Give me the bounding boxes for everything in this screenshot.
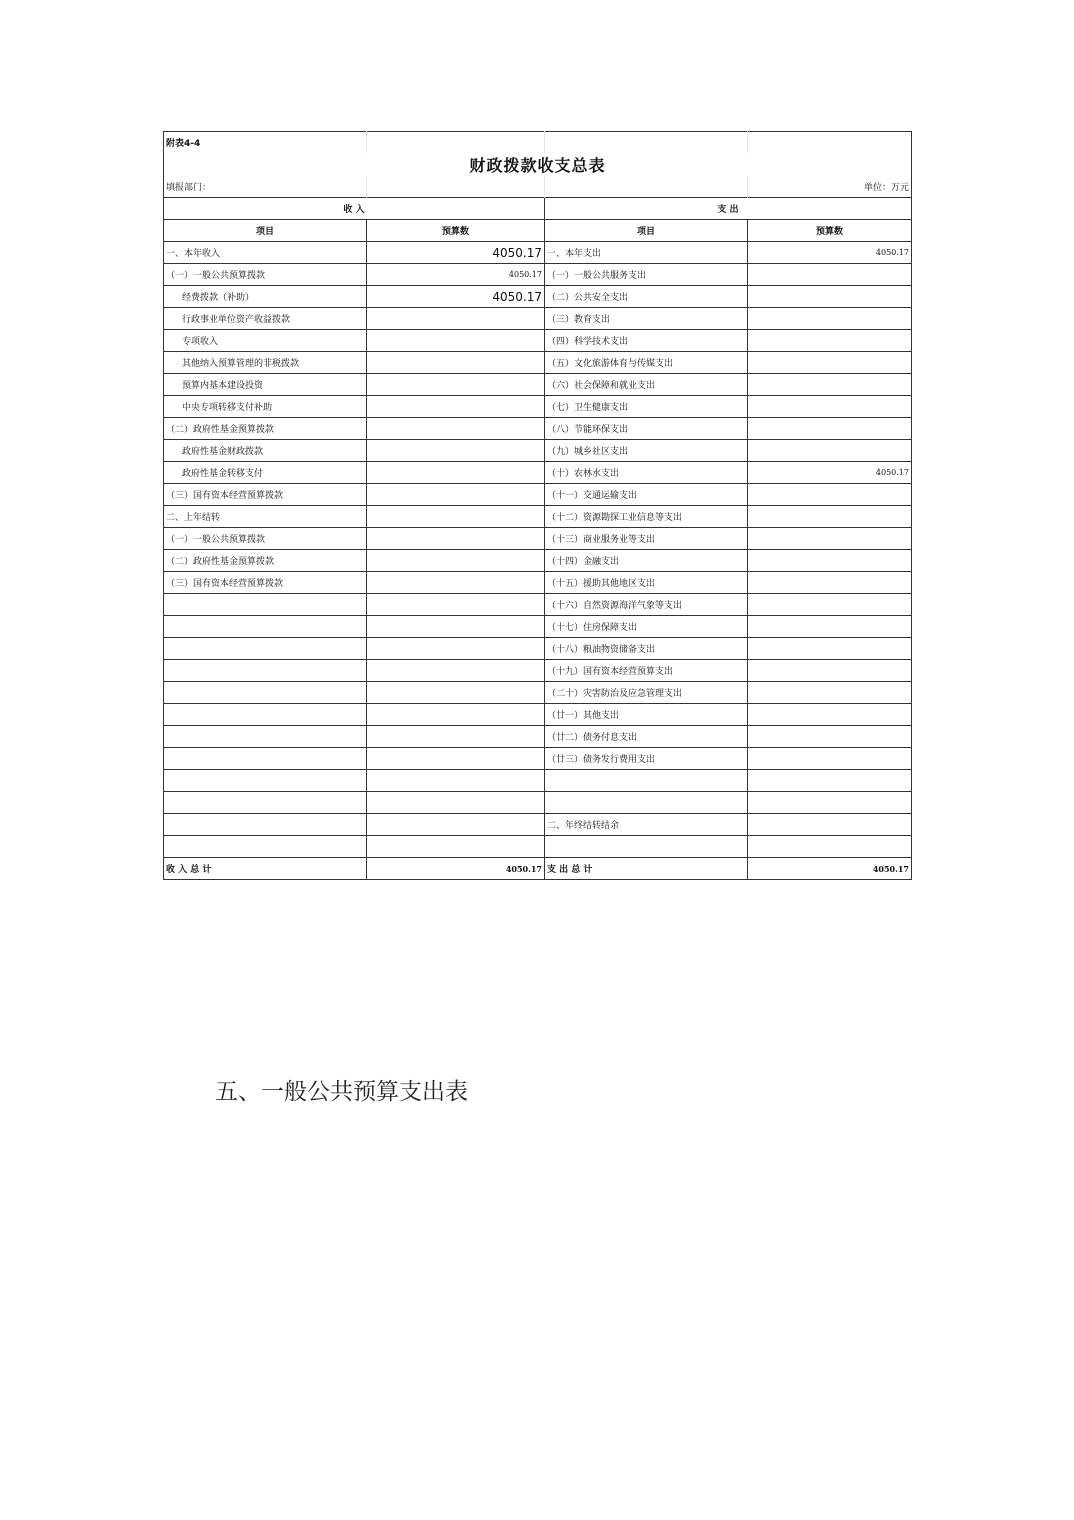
expense-item: （二）公共安全支出 — [545, 286, 748, 308]
expense-budget — [748, 704, 912, 726]
table-row — [164, 660, 912, 682]
table-row — [164, 462, 912, 484]
income-item: （二）政府性基金预算拨款 — [164, 418, 367, 440]
income-budget — [367, 506, 545, 528]
expense-budget — [748, 330, 912, 352]
expense-item: （八）节能环保支出 — [545, 418, 748, 440]
expense-item: （十六）自然资源海洋气象等支出 — [545, 594, 748, 616]
expense-item: （七）卫生健康支出 — [545, 396, 748, 418]
expense-item: （六）社会保障和就业支出 — [545, 374, 748, 396]
dept-row — [164, 176, 912, 198]
expense-item: （十七）住房保障支出 — [545, 616, 748, 638]
table-row — [164, 374, 912, 396]
income-budget — [367, 462, 545, 484]
expense-budget — [748, 660, 912, 682]
table-row — [164, 286, 912, 308]
income-item — [164, 836, 367, 858]
expense-budget — [748, 616, 912, 638]
income-item — [164, 660, 367, 682]
income-budget — [367, 572, 545, 594]
section-heading: 五、一般公共预算支出表 — [215, 1079, 468, 1105]
income-item — [164, 638, 367, 660]
table-row — [164, 308, 912, 330]
income-item: 专项收入 — [164, 330, 367, 352]
fiscal-appropriation-table — [163, 131, 912, 880]
income-item: （三）国有资本经营预算拨款 — [164, 484, 367, 506]
income-item: （一）一般公共预算拨款 — [164, 264, 367, 286]
table-row — [164, 242, 912, 264]
expense-item: （九）城乡社区支出 — [545, 440, 748, 462]
total-row — [164, 858, 912, 880]
income-item: 政府性基金财政拨款 — [164, 440, 367, 462]
expense-budget — [748, 264, 912, 286]
income-item — [164, 682, 367, 704]
table-row — [164, 770, 912, 792]
expense-budget — [748, 286, 912, 308]
table-row — [164, 418, 912, 440]
income-budget — [367, 352, 545, 374]
income-budget — [367, 638, 545, 660]
income-budget — [367, 682, 545, 704]
income-budget — [367, 726, 545, 748]
total-income-value: 4050.17 — [367, 858, 545, 880]
income-budget — [367, 660, 545, 682]
section-header-row — [164, 198, 912, 220]
income-item: （二）政府性基金预算拨款 — [164, 550, 367, 572]
total-expense-value: 4050.17 — [748, 858, 912, 880]
expense-budget — [748, 770, 912, 792]
table-row — [164, 594, 912, 616]
table-row — [164, 616, 912, 638]
expense-budget: 4050.17 — [748, 462, 912, 484]
expense-budget — [748, 792, 912, 814]
table-row — [164, 704, 912, 726]
expense-budget — [748, 726, 912, 748]
expense-budget — [748, 572, 912, 594]
table-row — [164, 528, 912, 550]
expense-budget — [748, 748, 912, 770]
column-header-row — [164, 220, 912, 242]
expense-budget — [748, 814, 912, 836]
income-item: （一）一般公共预算拨款 — [164, 528, 367, 550]
income-budget — [367, 770, 545, 792]
col-item-income: 项目 — [164, 220, 367, 242]
expense-item: （十二）资源勘探工业信息等支出 — [545, 506, 748, 528]
income-item — [164, 616, 367, 638]
table-row — [164, 330, 912, 352]
expense-item: （十一）交通运输支出 — [545, 484, 748, 506]
income-budget: 4050.17 — [367, 264, 545, 286]
income-budget — [367, 550, 545, 572]
expense-item: （廿三）债务发行费用支出 — [545, 748, 748, 770]
table-row — [164, 638, 912, 660]
expense-item: （廿一）其他支出 — [545, 704, 748, 726]
expense-item: （十八）粮油物资储备支出 — [545, 638, 748, 660]
expense-item: （四）科学技术支出 — [545, 330, 748, 352]
income-budget: 4050.17 — [367, 242, 545, 264]
table-row — [164, 792, 912, 814]
unit-label: 单位：万元 — [748, 176, 912, 198]
expense-budget — [748, 418, 912, 440]
income-budget — [367, 792, 545, 814]
total-income-label: 收 入 总 计 — [164, 858, 367, 880]
col-budget-expense: 预算数 — [748, 220, 912, 242]
income-budget — [367, 484, 545, 506]
income-budget — [367, 308, 545, 330]
expense-item: （十五）援助其他地区支出 — [545, 572, 748, 594]
expense-item — [545, 770, 748, 792]
expense-item: （十四）金融支出 — [545, 550, 748, 572]
income-budget — [367, 528, 545, 550]
expense-item: （三）教育支出 — [545, 308, 748, 330]
income-item — [164, 748, 367, 770]
table-row — [164, 682, 912, 704]
income-budget — [367, 616, 545, 638]
income-budget — [367, 748, 545, 770]
expense-budget — [748, 506, 912, 528]
income-budget — [367, 836, 545, 858]
income-budget — [367, 814, 545, 836]
expense-budget — [748, 550, 912, 572]
table-row — [164, 550, 912, 572]
expense-budget — [748, 308, 912, 330]
table-row — [164, 352, 912, 374]
expense-item: （五）文化旅游体育与传媒支出 — [545, 352, 748, 374]
expense-item: （一）一般公共服务支出 — [545, 264, 748, 286]
expense-budget — [748, 528, 912, 550]
income-item: 预算内基本建设投资 — [164, 374, 367, 396]
attachment-row — [164, 132, 912, 154]
expense-budget — [748, 638, 912, 660]
table-row — [164, 814, 912, 836]
income-item: 经费拨款（补助） — [164, 286, 367, 308]
dept-label: 填报部门： — [164, 176, 367, 198]
income-item: 中央专项转移支付补助 — [164, 396, 367, 418]
income-item: 行政事业单位资产收益拨款 — [164, 308, 367, 330]
expense-item: （十九）国有资本经营预算支出 — [545, 660, 748, 682]
income-item: 一、本年收入 — [164, 242, 367, 264]
income-item: 二、上年结转 — [164, 506, 367, 528]
income-budget — [367, 594, 545, 616]
col-budget-income: 预算数 — [367, 220, 545, 242]
income-item: 其他纳入预算管理的非税拨款 — [164, 352, 367, 374]
income-item — [164, 704, 367, 726]
table-row — [164, 484, 912, 506]
income-budget — [367, 396, 545, 418]
expense-item: （十）农林水支出 — [545, 462, 748, 484]
income-item — [164, 814, 367, 836]
attachment-no: 附表4-4 — [164, 132, 367, 154]
income-item — [164, 594, 367, 616]
income-item — [164, 770, 367, 792]
expense-budget — [748, 352, 912, 374]
title-row — [164, 153, 912, 176]
expense-budget — [748, 682, 912, 704]
expense-item — [545, 836, 748, 858]
expense-item: （廿二）债务付息支出 — [545, 726, 748, 748]
table-title: 财政拨款收支总表 — [164, 153, 912, 176]
expense-item — [545, 792, 748, 814]
table-row — [164, 726, 912, 748]
income-budget — [367, 418, 545, 440]
table-row — [164, 264, 912, 286]
income-budget: 4050.17 — [367, 286, 545, 308]
expense-budget — [748, 484, 912, 506]
income-budget — [367, 374, 545, 396]
expense-budget — [748, 396, 912, 418]
table-row — [164, 396, 912, 418]
income-budget — [367, 440, 545, 462]
income-budget — [367, 330, 545, 352]
total-expense-label: 支 出 总 计 — [545, 858, 748, 880]
expense-item: （二十）灾害防治及应急管理支出 — [545, 682, 748, 704]
income-item — [164, 726, 367, 748]
expense-item: 二、年终结转结余 — [545, 814, 748, 836]
expense-budget — [748, 836, 912, 858]
expense-item: （十三）商业服务业等支出 — [545, 528, 748, 550]
col-item-expense: 项目 — [545, 220, 748, 242]
table-row — [164, 506, 912, 528]
table-row — [164, 748, 912, 770]
expense-budget — [748, 374, 912, 396]
income-header: 收 入 — [164, 198, 545, 220]
expense-budget — [748, 440, 912, 462]
income-item — [164, 792, 367, 814]
table-row — [164, 572, 912, 594]
income-item: （三）国有资本经营预算拨款 — [164, 572, 367, 594]
table-row — [164, 440, 912, 462]
table-row — [164, 836, 912, 858]
expense-budget: 4050.17 — [748, 242, 912, 264]
income-budget — [367, 704, 545, 726]
income-item: 政府性基金转移支付 — [164, 462, 367, 484]
expense-budget — [748, 594, 912, 616]
expense-header: 支 出 — [545, 198, 912, 220]
expense-item: 一、本年支出 — [545, 242, 748, 264]
